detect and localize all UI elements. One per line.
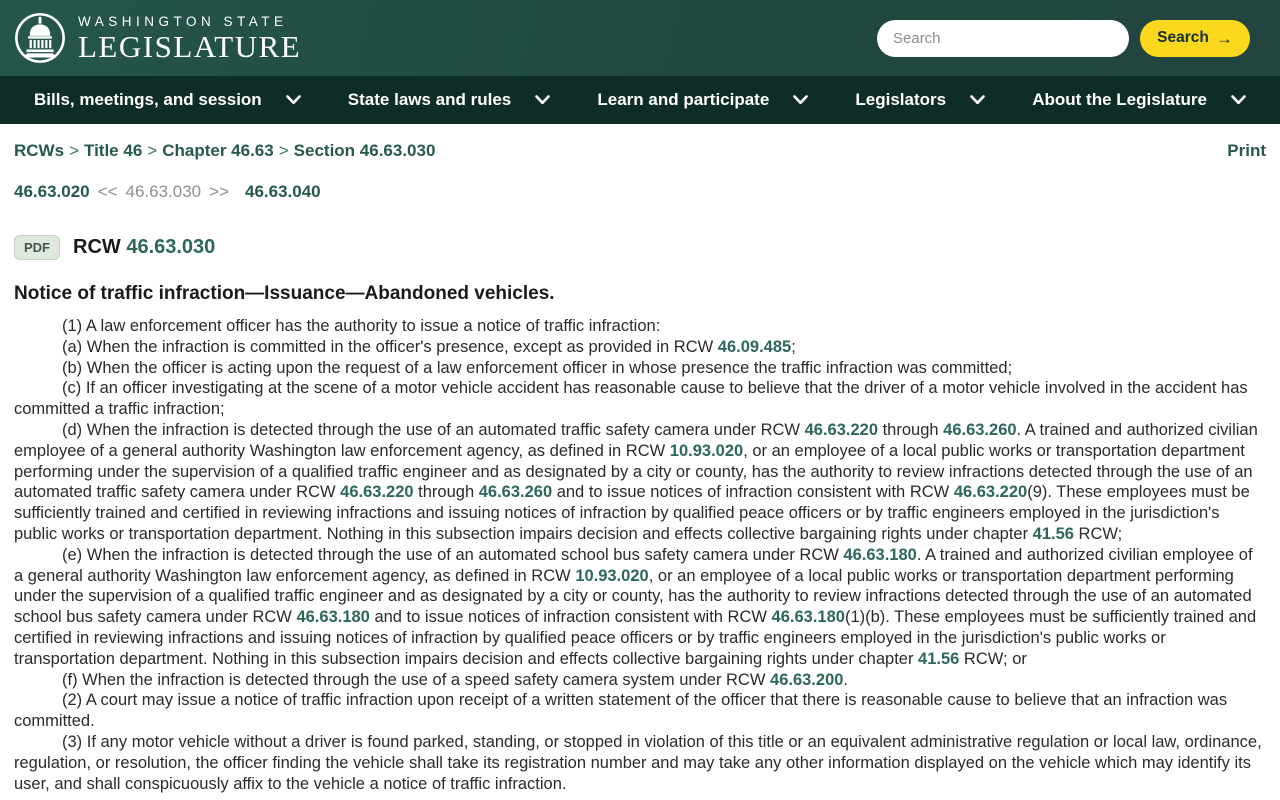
prev-section-link[interactable]: 46.63.020 — [14, 182, 90, 201]
rcw-link[interactable]: 46.63.180 — [296, 608, 370, 627]
chevron-down-icon — [535, 95, 550, 105]
breadcrumb-section-4663030[interactable]: Section 46.63.030 — [293, 141, 436, 160]
breadcrumb-separator: > — [147, 141, 158, 160]
chevron-down-icon — [970, 95, 985, 105]
rcw-link[interactable]: 46.09.485 — [717, 337, 792, 356]
chevron-down-icon — [1231, 95, 1246, 105]
breadcrumb-chapter-4663[interactable]: Chapter 46.63 — [162, 141, 274, 160]
breadcrumb-title-46[interactable]: Title 46 — [84, 141, 143, 160]
breadcrumb-separator: > — [69, 141, 79, 160]
chevron-down-icon — [286, 95, 301, 105]
rcw-link[interactable]: 46.63.220 — [340, 483, 414, 502]
logo-wordmark — [78, 14, 301, 62]
pdf-button[interactable]: PDF — [14, 235, 60, 260]
current-section-number: 46.63.030 — [125, 182, 202, 201]
print-link[interactable]: Print — [1227, 141, 1266, 160]
logo-line1: WASHINGTON STATE — [78, 14, 288, 29]
rcw-link[interactable]: 46.63.200 — [770, 670, 844, 689]
site-header — [0, 0, 1280, 76]
nav-item-label: Legislators — [855, 90, 947, 109]
nav-item-label: About the Legislature — [1032, 90, 1207, 109]
main-nav — [0, 76, 1280, 124]
nav-item-label: Learn and participate — [597, 90, 770, 109]
site-logo[interactable] — [14, 12, 301, 64]
rcw-link[interactable]: 41.56 — [1032, 524, 1074, 543]
nav-item-label: Bills, meetings, and session — [34, 90, 262, 109]
statute-paragraph: (1) A law enforcement officer has the authority to issue a notice of traffic infraction: — [62, 317, 661, 335]
nav-item-state-laws-rules[interactable] — [348, 90, 550, 110]
chevron-down-icon — [793, 95, 808, 105]
logo-line2: LEGISLATURE — [78, 29, 302, 64]
rcw-link[interactable]: 41.56 — [918, 649, 960, 668]
page-content — [0, 141, 1280, 794]
nav-item-label: State laws and rules — [347, 90, 512, 109]
rcw-link[interactable]: 46.63.220 — [804, 420, 878, 439]
statute-body — [14, 316, 1266, 794]
rcw-link[interactable]: 10.93.020 — [575, 566, 649, 585]
nav-item-legislators[interactable] — [855, 90, 985, 110]
rcw-link[interactable]: 46.63.260 — [943, 420, 1017, 439]
rcw-link[interactable]: 46.63.180 — [771, 608, 845, 627]
header-search-area — [877, 20, 1250, 57]
statute-paragraph: (a) When the infraction is committed in the officer's presence, except as provided in RCW 46.09.485; — [62, 337, 796, 356]
statute-paragraph: (f) When the infraction is detected through the use of a speed safety camera system under RCW 46.63.200. — [62, 670, 849, 689]
breadcrumb-separator: > — [278, 141, 289, 160]
breadcrumb-rcws[interactable]: RCWs — [14, 141, 65, 160]
rcw-link[interactable]: 46.63.260 — [478, 483, 553, 502]
search-input[interactable] — [877, 20, 1129, 57]
rcw-link[interactable]: 46.63.220 — [953, 483, 1028, 502]
statute-paragraph: (b) When the officer is acting upon the request of a law enforcement officer in whose presence the traffic infraction was committed; — [62, 358, 1013, 377]
nav-item-learn-participate[interactable] — [597, 90, 808, 110]
breadcrumb — [14, 141, 435, 161]
statute-paragraph: (3) If any motor vehicle without a driver is found parked, standing, or stopped in violation of this title or an equivalent administrative regulation or local law, ordinance, regulation, or resolution, the officer finding the vehicle shall take its registration number and may take any other information displayed on the vehicle which may identify its user, and shall conspicuously affix to the vehicle a notice of traffic infraction. — [14, 732, 1262, 793]
section-title: Notice of traffic infraction—Issuance—Abandoned vehicles. — [14, 283, 555, 304]
nav-item-bills-meetings-session[interactable] — [34, 90, 301, 110]
search-button-label: Search — [1157, 29, 1209, 46]
statute-paragraph: (e) When the infraction is detected through the use of an automated school bus safety camera under RCW 46.63.180. A trained and authorized civilian employee of a general authority Washington law enforcement agency, as defined in RCW 10.93.020, or an employee of a local public works or transportation department performing under the supervision of a qualified traffic engineer and as designated by a city or county, has the authority to review infractions detected through the use of an automated school bus safety camera under RCW 46.63.180 and to issue notices of infraction consistent with RCW 46.63.180(1)(b). These employees must be sufficiently trained and certified in reviewing infractions and issuing notices of infraction by qualified peace officers or by traffic engineers employed in the jurisdiction's public works or transportation department. Nothing in this subsection impairs decision and effects collective bargaining rights under chapter 41.56 RCW; or — [14, 545, 1257, 668]
nav-item-about-legislature[interactable] — [1032, 90, 1246, 110]
rcw-heading — [73, 236, 215, 259]
breadcrumb-row — [14, 141, 1266, 161]
rcw-link[interactable]: 46.63.180 — [843, 545, 917, 564]
statute-paragraph: (2) A court may issue a notice of traffic infraction upon receipt of a written statement of the officer that there is reasonable cause to believe that an infraction was committed. — [14, 691, 1228, 731]
rcw-link[interactable]: 10.93.020 — [669, 441, 744, 460]
section-pagination — [14, 182, 1266, 202]
rcw-prefix: RCW — [73, 236, 121, 258]
capitol-dome-icon — [14, 12, 66, 64]
rcw-section-number: 46.63.030 — [126, 236, 216, 258]
statute-paragraph: (c) If an officer investigating at the scene of a motor vehicle accident has reasonable cause to believe that the driver of a motor vehicle involved in the accident has committed a traffic infraction; — [14, 379, 1248, 419]
next-section-link[interactable]: 46.63.040 — [245, 182, 321, 201]
pagination-right-arrows: >> — [209, 182, 229, 201]
pagination-left-arrows: << — [97, 182, 118, 201]
document-heading-row — [14, 235, 1266, 260]
arrow-right-icon: → — [1215, 28, 1233, 48]
statute-paragraph: (d) When the infraction is detected through the use of an automated traffic safety camera under RCW 46.63.220 through 46.63.260. A trained and authorized civilian employee of a general authority Washington law enforcement agency, as defined in RCW 10.93.020, or an employee of a local public works or transportation department performing under the supervision of a qualified traffic engineer and as designated by a city or county, has the authority to review infractions detected through the use of an automated traffic safety camera under RCW 46.63.220 through 46.63.260 and to issue notices of infraction consistent with RCW 46.63.220(9). These employees must be sufficiently trained and certified in reviewing infractions and issuing notices of infraction by qualified peace officers or by traffic engineers employed in the jurisdiction's public works or transportation department. Nothing in this subsection impairs decision and effects collective bargaining rights under chapter 41.56 RCW; — [14, 420, 1258, 543]
search-button[interactable] — [1140, 20, 1250, 57]
